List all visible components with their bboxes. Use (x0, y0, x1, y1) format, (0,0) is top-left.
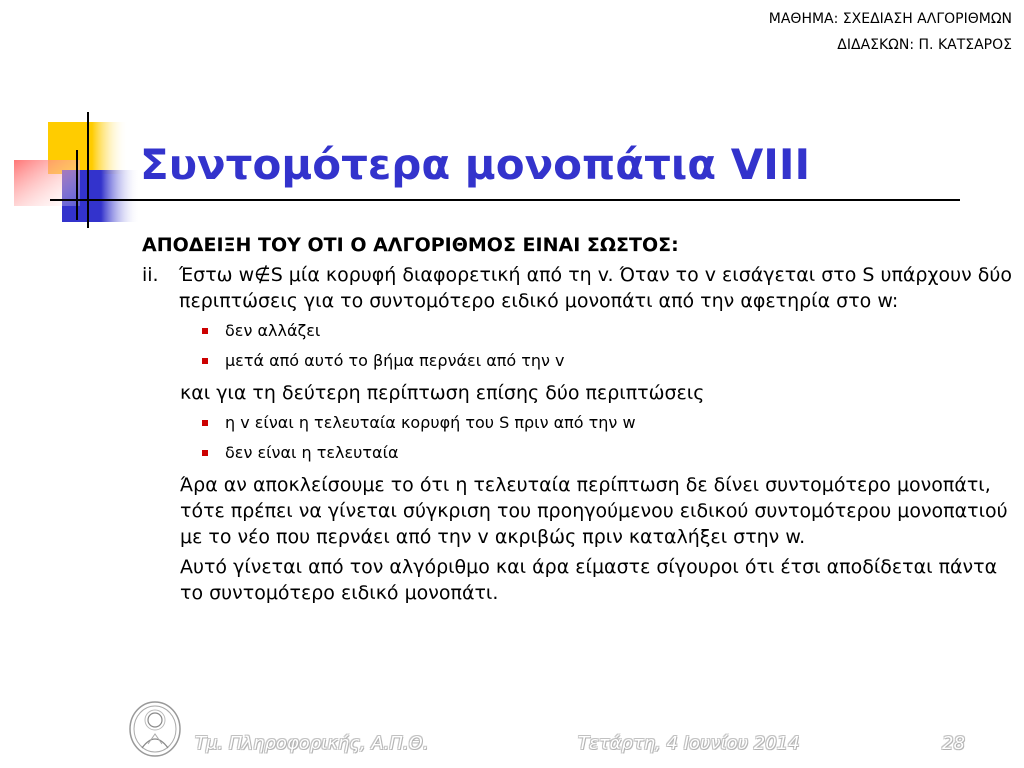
conclusion-paragraph: Άρα αν αποκλείσουμε το ότι η τελευταία περίπτωση δε δίνει συντομότερο μονοπάτι, τότε πρέπει να γίνεται σύγκριση του προηγούμενου ειδικού συντομότερου μονοπατιού με το νέο που περνάει από την v ακριβώς πριν καταλήξει στην w. (180, 474, 1008, 548)
list-item: δεν αλλάζει (202, 316, 1017, 346)
proof-heading: ΑΠΟΔΕΙΞΗ ΤΟΥ ΟΤΙ Ο ΑΛΓΟΡΙΘΜΟΣ ΕΙΝΑΙ ΣΩΣΤΟΣ: (142, 234, 679, 256)
final-paragraph: Αυτό γίνεται από τον αλγόριθμο και άρα είμαστε σίγουροι ότι έτσι αποδίδεται πάντα το συντομότερο ειδικό μονοπάτι. (180, 556, 998, 604)
list-item: μετά από αυτό το βήμα περνάει από την v (202, 346, 1017, 376)
instructor-name: ΔΙΔΑΣΚΩΝ: Π. ΚΑΤΣΑΡΟΣ (837, 37, 1012, 53)
first-cases-list (142, 316, 1017, 376)
course-name: ΜΑΘΗΜΑ: ΣΧΕΔΙΑΣΗ ΑΛΓΟΡΙΘΜΩΝ (768, 11, 1012, 27)
list-item: δεν είναι η τελευταία (202, 438, 1017, 468)
title-underline (50, 199, 960, 201)
footer-department: Τμ. Πληροφορικής, Α.Π.Θ. (195, 733, 429, 754)
slide-title: Συντομότερα μονοπάτια VIII (140, 140, 811, 189)
numbered-item (142, 262, 1017, 314)
slide-content (142, 232, 1017, 606)
header-info (769, 6, 1012, 58)
footer-date: Τετάρτη, 4 Ιουνίου 2014 (578, 733, 800, 754)
footer-page-number: 28 (942, 733, 965, 754)
second-case-intro: και για τη δεύτερη περίπτωση επίσης δύο περιπτώσεις (180, 382, 705, 404)
list-item: η v είναι η τελευταία κορυφή του S πριν από την w (202, 408, 1017, 438)
item-text: Έστω w∉S μία κορυφή διαφορετική από τη v. Όταν το v εισάγεται στο S υπάρχουν δύο περιπτώσεις για το συντομότερο ειδικό μονοπάτι από την αφετηρία στο w: (179, 264, 1012, 312)
item-number: ii. (142, 264, 159, 286)
university-seal-icon (128, 700, 182, 758)
second-cases-list (142, 408, 1017, 468)
